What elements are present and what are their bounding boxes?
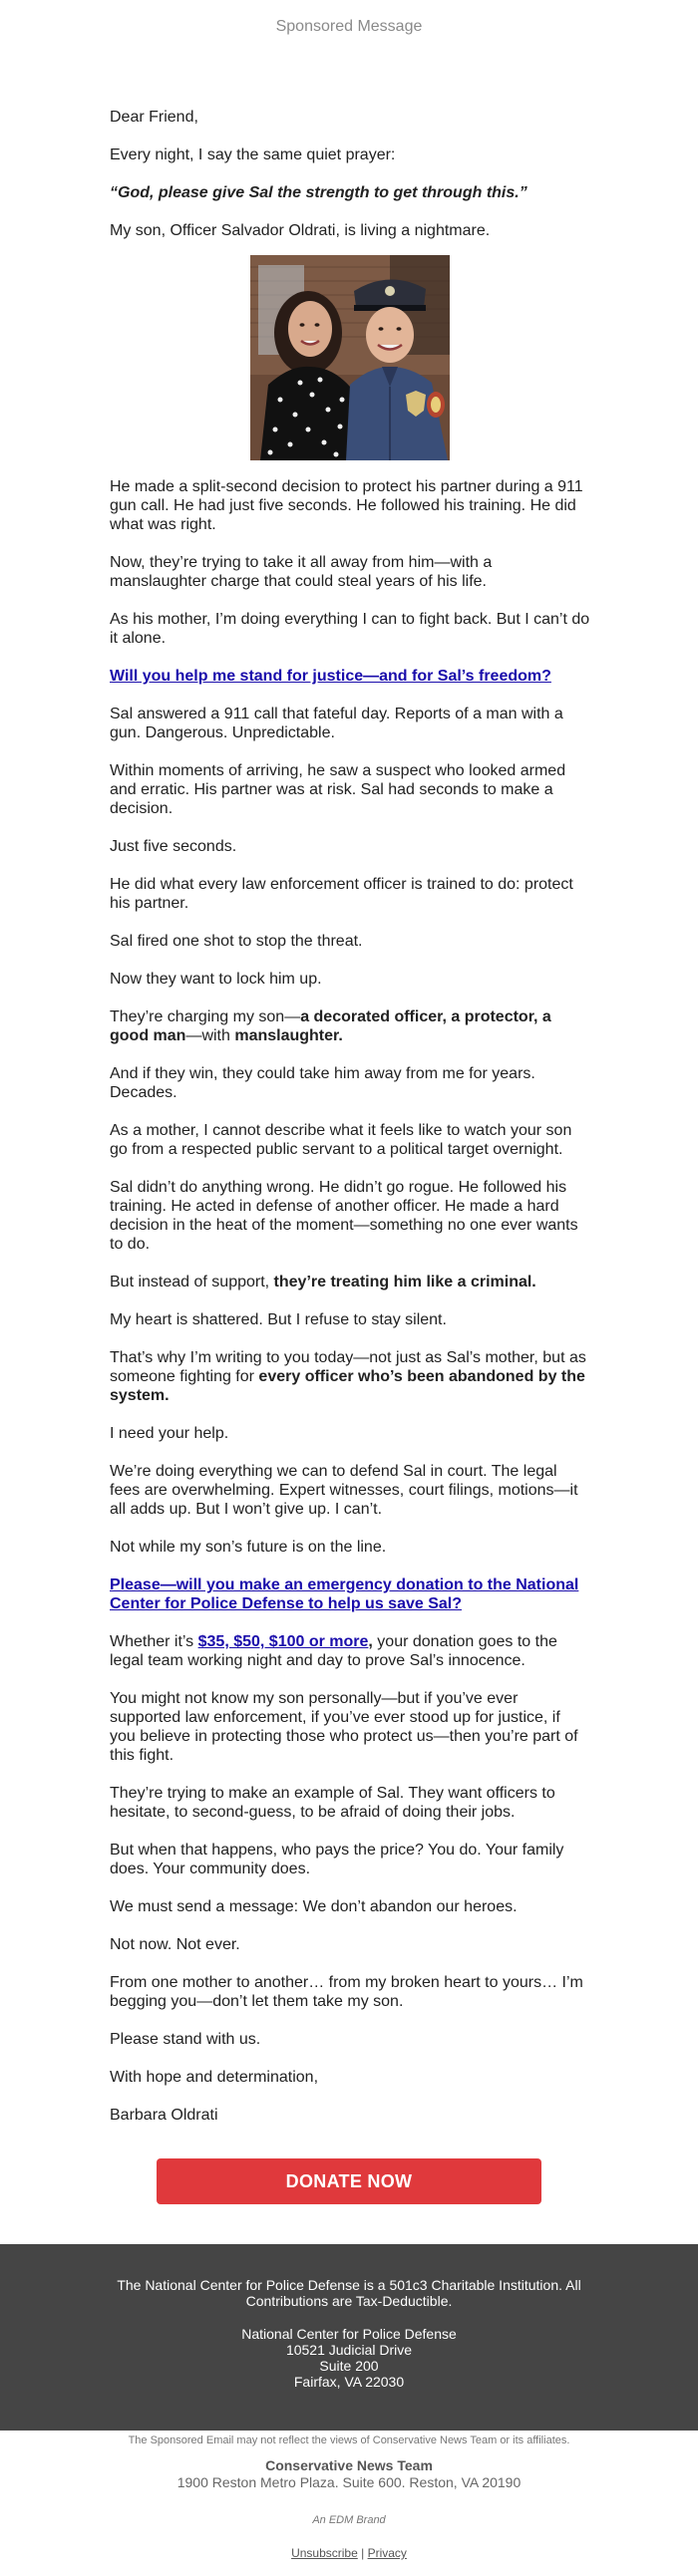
letter-body <box>110 108 590 2144</box>
whether-comma: , <box>368 1633 373 1650</box>
stand-with-us-paragraph: Please stand with us. <box>110 2031 261 2048</box>
writing-text: That’s why I’m writing to you today—not just as Sal’s mother, but as someone fighting for <box>110 1349 586 1385</box>
charging-text-1: They’re charging my son— <box>110 1008 301 1025</box>
heart-paragraph: My heart is shattered. But I refuse to stay silent. <box>110 1311 447 1328</box>
not-now-paragraph: Not now. Not ever. <box>110 1936 240 1953</box>
prayer-quote: “God, please give Sal the strength to get through this.” <box>110 184 527 201</box>
not-while-paragraph: Not while my son’s future is on the line. <box>110 1539 387 1556</box>
org-name: Conservative News Team <box>265 2457 433 2473</box>
message-paragraph: We must send a message: We don’t abandon our heroes. <box>110 1898 518 1915</box>
mother-watch-paragraph: As a mother, I cannot describe what it feels like to watch your son go from a respected public servant to a political target overnight. <box>110 1122 572 1158</box>
charity-disclaimer: The National Center for Police Defense is a 501c3 Charitable Institution. All Contributions are Tax-Deductible. <box>117 2277 581 2309</box>
criminal-bold: they’re treating him like a criminal. <box>273 1274 536 1290</box>
privacy-link[interactable]: Privacy <box>367 2546 407 2560</box>
charging-text-2: —with <box>185 1027 235 1044</box>
greeting: Dear Friend, <box>110 109 198 126</box>
within-moments-paragraph: Within moments of arriving, he saw a suspect who looked armed and erratic. His partner was at risk. Sal had seconds to make a decision. <box>110 762 566 817</box>
unsubscribe-link[interactable]: Unsubscribe <box>291 2546 358 2560</box>
charging-paragraph <box>110 1007 590 1045</box>
donate-now-button[interactable]: DONATE NOW <box>157 2158 541 2204</box>
might-not-know-paragraph: You might not know my son personally—but if you’ve ever supported law enforcement, if you’ve ever stood up for justice, if you believe in protecting those who protect us—then you’re part of this fight. <box>110 1690 578 1764</box>
charity-address <box>0 2326 698 2390</box>
years-paragraph: And if they win, they could take him away from me for years. Decades. <box>110 1065 535 1101</box>
photo-container <box>110 255 590 465</box>
who-pays-paragraph: But when that happens, who pays the price? You do. Your family does. Your community does. <box>110 1842 564 1877</box>
son-intro: My son, Officer Salvador Oldrati, is living a nightmare. <box>110 222 491 239</box>
whether-paragraph <box>110 1632 590 1670</box>
whether-text-1: Whether it’s <box>110 1633 198 1650</box>
charging-bold-1: a decorated officer, a protector, a good man <box>110 1008 551 1044</box>
address-line: National Center for Police Defense <box>241 2326 457 2342</box>
defend-paragraph: We’re doing everything we can to defend Sal in court. The legal fees are overwhelming. Expert witnesses, court filings, motions—it all adds up. But I won’t give up. I can’t. <box>110 1463 578 1518</box>
one-mother-paragraph: From one mother to another… from my broken heart to yours… I’m begging you—don’t let them take my son. <box>110 1974 583 2010</box>
mother-fight-paragraph: As his mother, I’m doing everything I can to fight back. But I can’t do it alone. <box>110 611 590 647</box>
link-separator: | <box>361 2546 365 2560</box>
lock-up-paragraph: Now they want to lock him up. <box>110 971 322 988</box>
prayer-intro: Every night, I say the same quiet prayer: <box>110 146 396 163</box>
brand-label: An EDM Brand <box>312 2514 386 2526</box>
sponsored-label: Sponsored Message <box>275 18 423 35</box>
address-line: Suite 200 <box>319 2358 379 2374</box>
nothing-wrong-paragraph: Sal didn’t do anything wrong. He didn’t go rogue. He followed his training. He acted in defense of another officer. He made a hard decision in the heat of the moment—something no one ever wants to do. <box>110 1179 578 1253</box>
trained-paragraph: He did what every law enforcement officer is trained to do: protect his partner. <box>110 876 573 912</box>
take-away-paragraph: Now, they’re trying to take it all away from him—with a manslaughter charge that could steal years of his life. <box>110 554 493 590</box>
stand-for-justice-link[interactable]: Will you help me stand for justice—and for Sal’s freedom? <box>110 668 551 685</box>
address-line: 10521 Judicial Drive <box>285 2342 413 2358</box>
writing-bold: every officer who’s been abandoned by the system. <box>110 1368 585 1404</box>
need-help-paragraph: I need your help. <box>110 1425 229 1442</box>
donate-container <box>157 2158 541 2204</box>
writing-paragraph <box>110 1348 590 1405</box>
fired-paragraph: Sal fired one shot to stop the threat. <box>110 933 363 950</box>
five-seconds-paragraph: Just five seconds. <box>110 838 237 855</box>
criminal-text: But instead of support, <box>110 1274 274 1290</box>
charging-bold-2: manslaughter. <box>234 1027 343 1044</box>
mother-son-photo <box>250 255 450 460</box>
split-second-paragraph: He made a split-second decision to protect his partner during a 911 gun call. He had just five seconds. He followed his training. He did what was right. <box>110 478 583 533</box>
sponsored-note: The Sponsored Email may not reflect the views of Conservative News Team or its affiliates. <box>128 2434 570 2446</box>
criminal-paragraph <box>110 1273 590 1291</box>
emergency-donation-link[interactable]: Please—will you make an emergency donation to the National Center for Police Defense to help us save Sal? <box>110 1576 579 1612</box>
footer-links <box>0 2546 698 2560</box>
donation-amounts-link[interactable]: $35, $50, $100 or more <box>197 1633 369 1650</box>
signature: Barbara Oldrati <box>110 2107 218 2124</box>
example-paragraph: They’re trying to make an example of Sal. They want officers to hesitate, to second-guess, to be afraid of doing their jobs. <box>110 1785 555 1821</box>
answered-call-paragraph: Sal answered a 911 call that fateful day. Reports of a man with a gun. Dangerous. Unpredictable. <box>110 706 563 741</box>
footer-dark <box>0 2244 698 2431</box>
whether-text-2: your donation goes to the legal team working night and day to prove Sal’s innocence. <box>110 1633 557 1669</box>
org-address: 1900 Reston Metro Plaza. Suite 600. Reston, VA 20190 <box>176 2474 522 2490</box>
address-line: Fairfax, VA 22030 <box>293 2374 405 2390</box>
closing: With hope and determination, <box>110 2069 319 2086</box>
